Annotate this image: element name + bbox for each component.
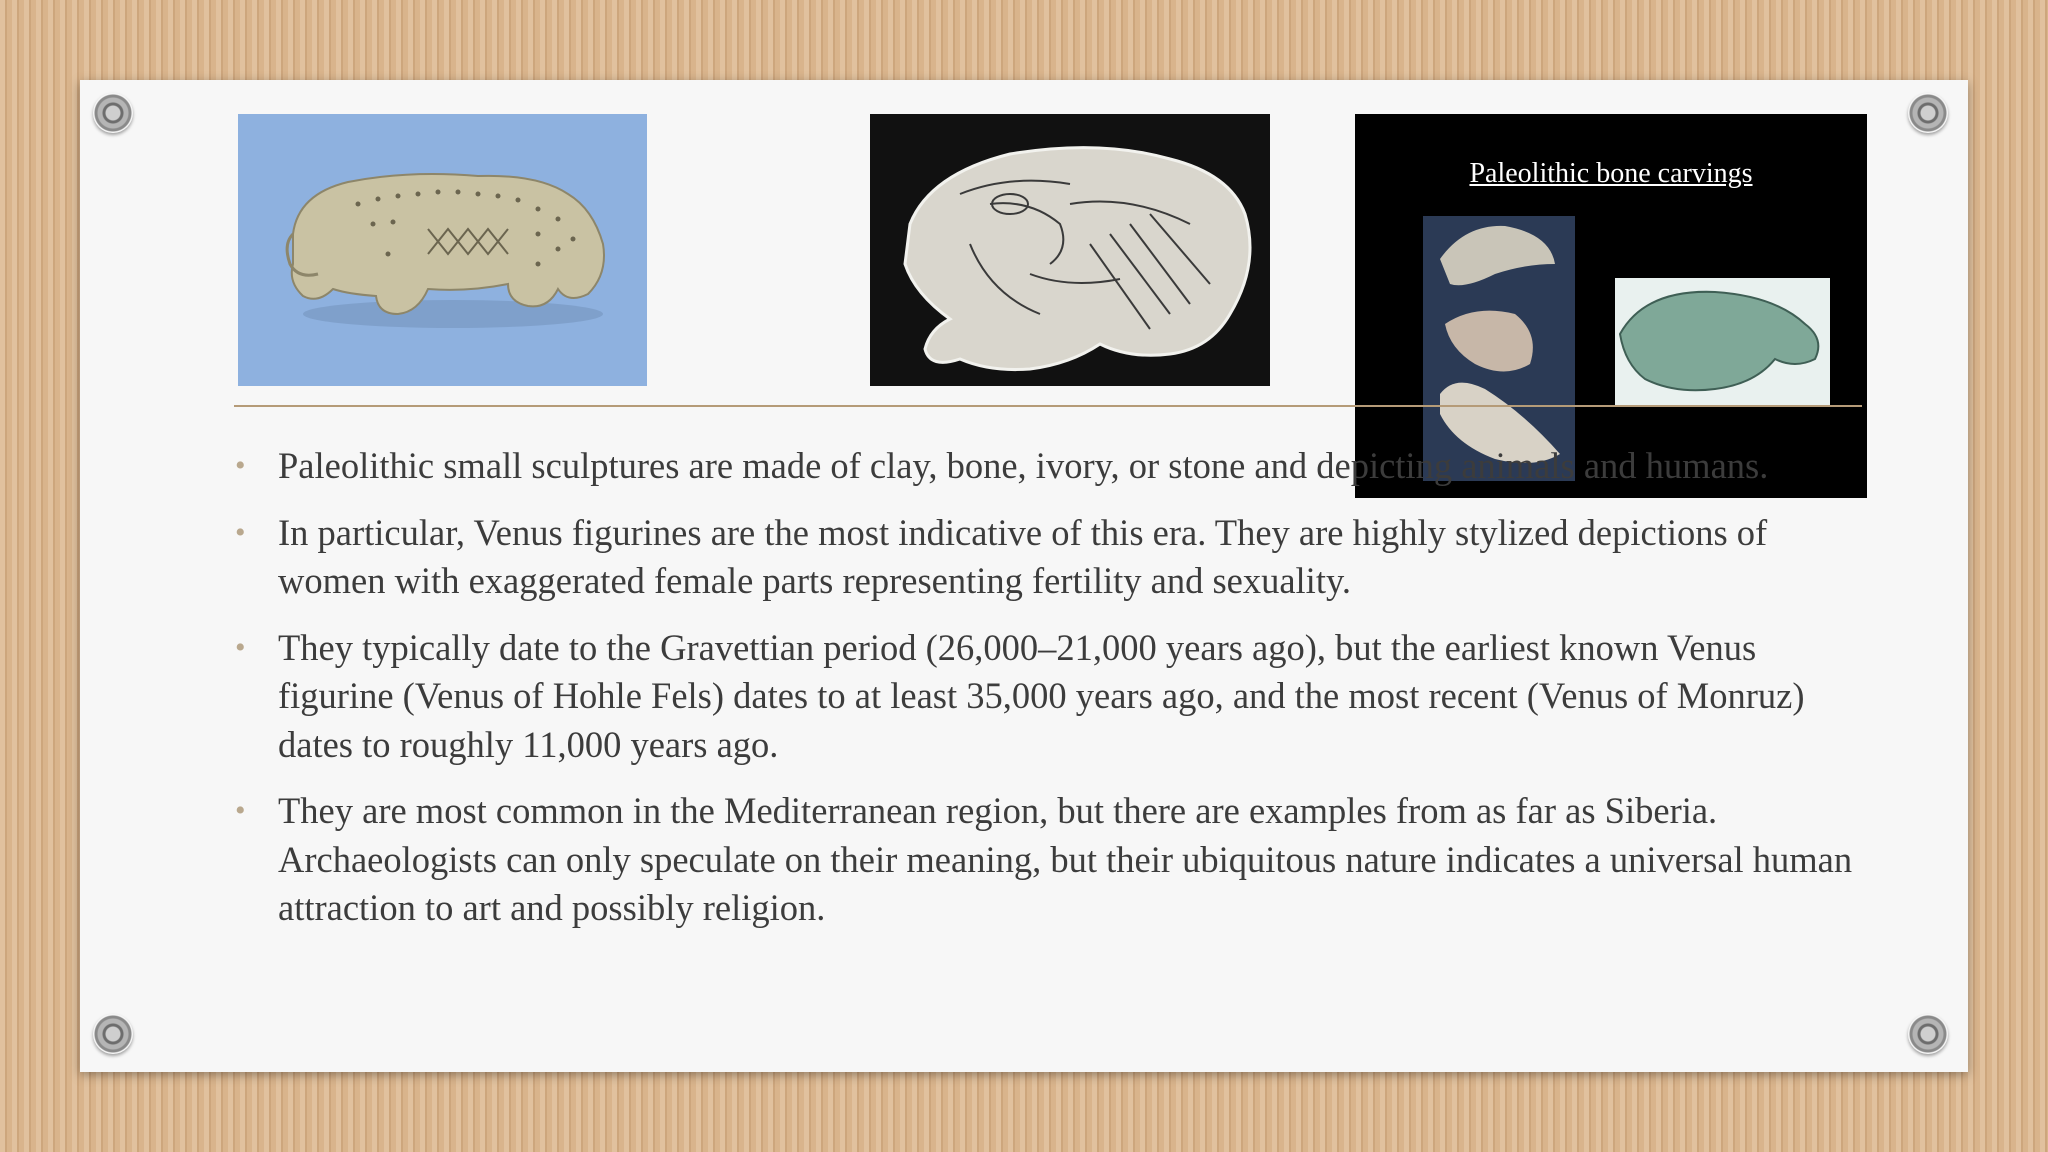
- bullet-item: [235, 442, 1855, 491]
- rivet-top-left: [93, 93, 133, 133]
- bullet-item: [235, 787, 1855, 933]
- bone-carvings-caption: Paleolithic bone carvings: [1469, 158, 1753, 189]
- bone-carvings-photo: [1355, 114, 1867, 498]
- divider-line: [234, 405, 1862, 407]
- bison-icon: [870, 114, 1270, 386]
- bullet-list: [235, 442, 1855, 951]
- bullet-item: [235, 624, 1855, 770]
- bullet-text: Paleolithic small sculptures are made of clay, bone, ivory, or stone and depicting animals and humans.: [278, 445, 1769, 486]
- bullet-item: [235, 509, 1855, 606]
- bullet-marker: •: [235, 794, 246, 827]
- bullet-text: They typically date to the Gravettian period (26,000–21,000 years ago), but the earliest known Venus figurine (Venus of Hohle Fels) dates to at least 35,000 years ago, and the most recent (Venus of Monruz) dates to roughly 11,000 years ago.: [278, 626, 1805, 765]
- bullet-text: In particular, Venus figurines are the most indicative of this era. They are highly stylized depictions of women with exaggerated female parts representing fertility and sexuality.: [278, 511, 1768, 601]
- animal-figurine-photo: [238, 114, 647, 386]
- clay-animal-icon: [238, 114, 647, 386]
- bullet-marker: •: [235, 630, 246, 664]
- rivet-bottom-left: [93, 1014, 133, 1054]
- rivet-bottom-right: [1908, 1014, 1948, 1054]
- bullet-marker: •: [235, 449, 246, 482]
- rivet-top-right: [1908, 93, 1948, 133]
- bullet-marker: •: [235, 515, 246, 549]
- bison-carving-photo: [870, 114, 1270, 386]
- bullet-text: They are most common in the Mediterranean region, but there are examples from as far as Siberia. Archaeologists can only speculate on their meaning, but their ubiquitous nature indicates a universal human attraction to art and possibly religion.: [278, 790, 1853, 928]
